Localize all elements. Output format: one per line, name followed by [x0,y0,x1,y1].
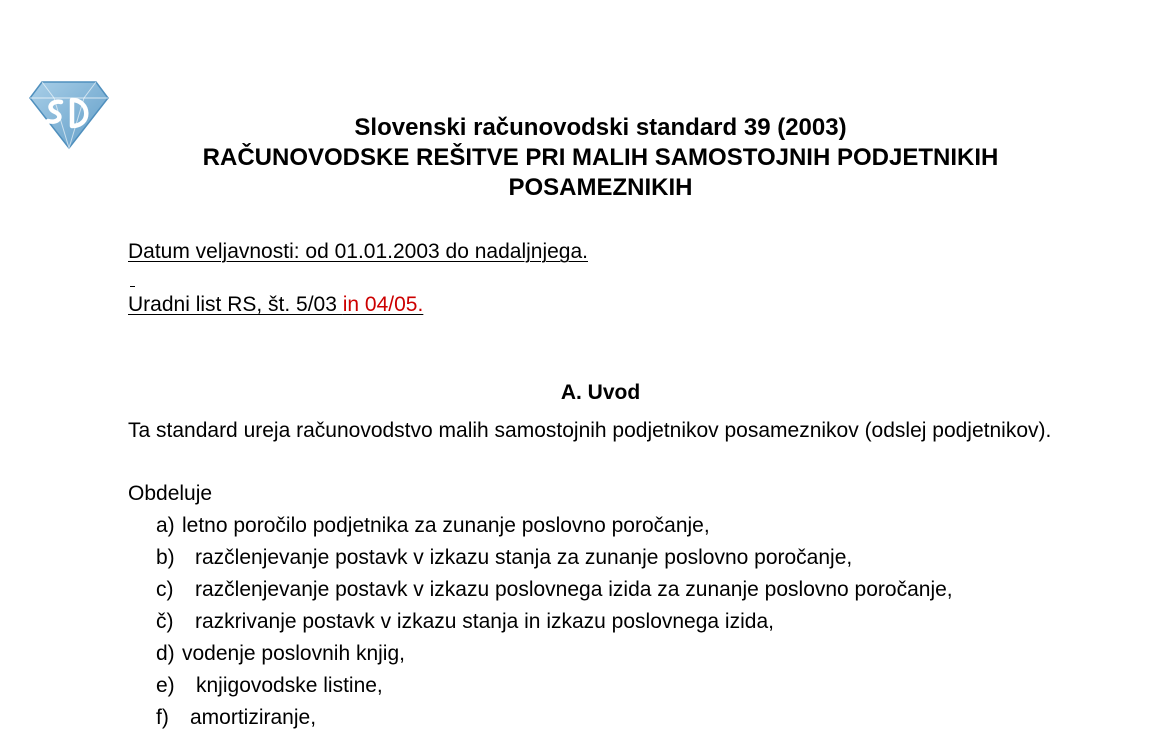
list-item [156,545,953,577]
validity-date: Datum veljavnosti: od 01.01.2003 do nadaljnjega. [128,240,588,263]
list-item [156,513,953,545]
list-marker: b) [156,546,175,569]
list-item-text: amortiziranje, [190,706,317,729]
list-item-text: razčlenjevanje postavk v izkazu poslovnega izida za zunanje poslovno poročanje, [195,578,953,601]
gazette-main-text: Uradni list RS, št. 5/03 [128,293,343,316]
list-marker: e) [156,674,175,697]
list-item-text: letno poročilo podjetnika za zunanje poslovno poročanje, [182,514,710,537]
list-item-text: vodenje poslovnih knjig, [182,642,405,665]
list-item [156,609,953,641]
sd-diamond-logo-icon [28,78,110,150]
list-item [156,577,953,609]
gazette-amendment-text: in 04/05. [342,293,424,316]
list-item [156,673,953,705]
list-marker: d) [156,642,175,665]
title-line-2: RAČUNOVODSKE REŠITVE PRI MALIH SAMOSTOJNIH PODJETNIKIH [202,144,999,171]
list-marker: a) [156,514,175,537]
section-heading: A. Uvod [560,381,641,404]
list-item-text: knjigovodske listine, [196,674,383,697]
intro-paragraph: Ta standard ureja računovodstvo malih samostojnih podjetnikov posameznikov (odslej podjetnikov). [128,419,1052,442]
list-item-text: razkrivanje postavk v izkazu stanja in izkazu poslovnega izida, [195,610,774,633]
title-line-1: Slovenski računovodski standard 39 (2003) [354,114,847,141]
list-item-text: razčlenjevanje postavk v izkazu stanja za zunanje poslovno poročanje, [195,546,853,569]
title-line-3: POSAMEZNIKIH [508,174,693,201]
covered-topics-list [156,513,953,737]
covers-label: Obdeluje [128,482,213,505]
list-item [156,641,953,673]
revision-mark [130,286,135,287]
list-marker: f) [156,706,169,729]
list-marker: c) [156,578,174,601]
document-title [128,113,1073,203]
official-gazette-reference [128,292,423,318]
list-marker: č) [156,610,174,633]
list-item [156,705,953,737]
